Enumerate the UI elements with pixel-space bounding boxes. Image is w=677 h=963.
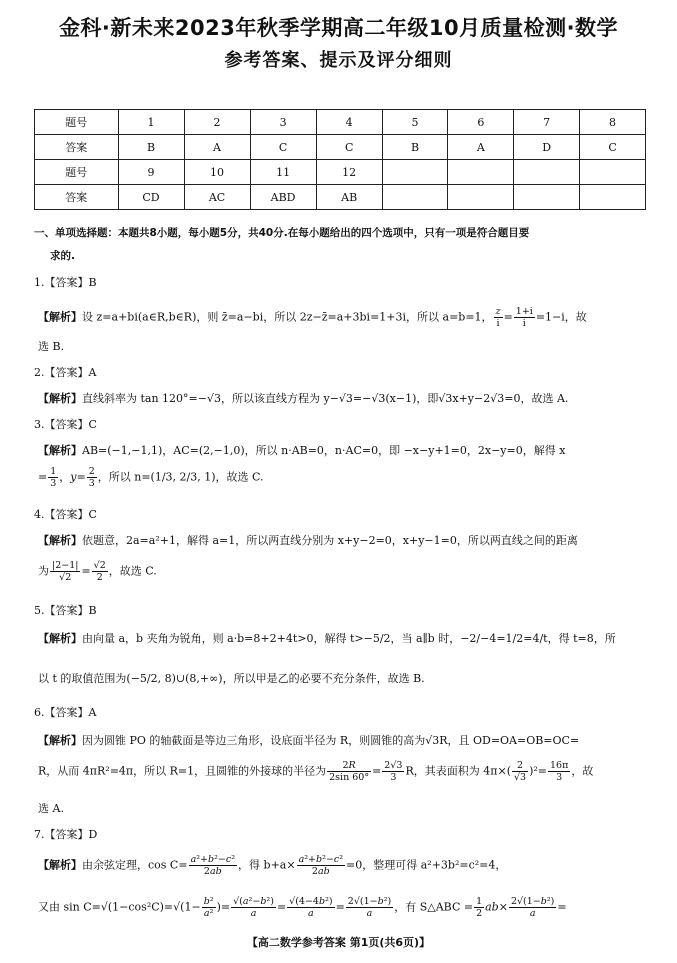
- table-cell: [382, 185, 448, 210]
- fraction: [287, 896, 334, 919]
- row-label: 答案: [35, 185, 119, 210]
- numerator: 2√(1−b²): [347, 896, 392, 907]
- table-row: [35, 185, 646, 210]
- table-cell: 1: [118, 110, 184, 135]
- q7-cont: 又由 sin C=√(1−cos²C)=√(1− $\frac{\text{b²}}{\text{a²}}$ )= $\frac{\text{√(a²−b²)}}{a}$ = $\frac{\text{√(4−4b²)}}{a}$ = $\frac{\text{2√(1−b²)}}{a}$ ，有 S△ABC = $\frac{1}{2}$ ab× $\frac{\text{2√(1−b²)}}{a}$ =: [38, 896, 567, 919]
- table-cell: [514, 185, 580, 210]
- fraction: [48, 466, 58, 489]
- page-title: 金科·新未来2023年秋季学期高二年级10月质量检测·数学: [58, 16, 619, 40]
- table-cell: 12: [316, 160, 382, 185]
- q5-answer: 5.【答案】B: [34, 604, 97, 617]
- q1-text-2: =1−i，故: [535, 310, 587, 324]
- table-cell: CD: [118, 185, 184, 210]
- numerator: a²+b²−c²: [298, 854, 344, 865]
- analysis-label: 【解析】: [38, 310, 82, 324]
- fraction: [92, 560, 108, 583]
- q6-text-1: 因为圆锥 PO 的轴截面是等边三角形，设底面半径为 R，则圆锥的高为√3R，且 OD=OA=OB=OC=: [82, 734, 580, 747]
- fraction: [231, 896, 276, 919]
- denominator: i: [496, 318, 500, 329]
- denominator: a: [366, 908, 373, 919]
- q1-answer: 1.【答案】B: [34, 276, 97, 289]
- numerator: 1+i: [515, 306, 533, 317]
- table-cell: AC: [184, 185, 250, 210]
- table-cell: C: [580, 135, 646, 160]
- q7-text-4: 又由 sin C=√(1−cos²C)=: [38, 900, 174, 914]
- table-cell: [448, 160, 514, 185]
- q4-cont: 为 $\frac{|2-1|}{√2}$ = $\frac{√2}{2}$ ，故选 C.: [38, 560, 157, 583]
- answer-table: [34, 109, 646, 210]
- table-cell: [448, 185, 514, 210]
- denominator: 2sin 60°: [329, 772, 370, 783]
- numerator: 16π: [550, 760, 569, 771]
- q7-text-3: =0，整理可得 a²+3b²=c²=4，: [346, 858, 507, 872]
- table-cell: 4: [316, 110, 382, 135]
- fraction: [50, 560, 80, 583]
- q3-cont: = $\frac{1}{3}$ ，y= $\frac{2}{3}$ ，所以 n=(1/3, 2/3, 1)，故选 C.: [38, 466, 264, 489]
- q6-text-4: ，故: [571, 764, 594, 778]
- q1-text-1: 设 z=a+bi(a∈R,b∈R)，则 z̄=a−bi，所以 2z−z̄=a+3bi=1+3i，所以 a=b=1，: [82, 310, 493, 324]
- analysis-label: 【解析】: [38, 734, 82, 747]
- table-row: [35, 135, 646, 160]
- denominator: 3: [390, 772, 397, 783]
- fraction: [87, 466, 97, 489]
- denominator: a: [308, 908, 314, 919]
- numerator: √2: [93, 560, 106, 571]
- q6-analysis: [38, 732, 654, 748]
- numerator: √(4−4b²): [289, 896, 333, 907]
- q1-analysis: 【解析】设 z=a+bi(a∈R,b∈R)，则 z̄=a−bi，所以 2z−z̄=a+3bi=1+3i，所以 a=b=1， $\frac{z}{i}$ = $\frac{1+i}{i}$ =1−i，故: [38, 306, 587, 329]
- table-cell: 8: [580, 110, 646, 135]
- numerator: |2−1|: [52, 560, 79, 571]
- numerator: 1: [476, 896, 483, 907]
- table-row: [35, 160, 646, 185]
- q1-text-3: 选 B.: [38, 340, 65, 353]
- q2-text-1: 直线斜率为 tan 120°=−√3，所以该直线方程为 y−√3=−√3(x−1)，即√3x+y−2√3=0，故选 A.: [82, 392, 569, 405]
- q5-text-1: 由向量 a，b 夹角为锐角，则 a·b=8+2+4t>0，解得 t>−5/2，当 a∥b 时，−2/−4=1/2=4/t，得 t=8，所: [82, 632, 616, 645]
- table-cell: B: [118, 135, 184, 160]
- analysis-label: 【解析】: [38, 444, 82, 457]
- table-cell: 2: [184, 110, 250, 135]
- fraction: [514, 306, 535, 329]
- analysis-label: 【解析】: [38, 534, 82, 547]
- q6-answer: 6.【答案】A: [34, 706, 97, 719]
- table-cell: D: [514, 135, 580, 160]
- q7-answer: 7.【答案】D: [34, 828, 98, 841]
- denominator: 2: [96, 572, 103, 583]
- denominator: a: [250, 908, 257, 919]
- numerator: a²+b²−c²: [190, 854, 236, 865]
- numerator: b²: [203, 896, 214, 907]
- table-cell: 6: [448, 110, 514, 135]
- analysis-label: 【解析】: [38, 858, 82, 872]
- fraction: [474, 896, 484, 919]
- fraction: [548, 760, 570, 783]
- q3-analysis: [38, 442, 654, 458]
- denominator: a²: [203, 908, 214, 919]
- analysis-label: 【解析】: [38, 632, 82, 645]
- q5-analysis: [38, 630, 654, 646]
- q4-text-2: 为: [38, 564, 49, 578]
- table-cell: [580, 185, 646, 210]
- section-heading: 一、单项选择题：本题共8小题，每小题5分，共40分.在每小题给出的四个选项中，只有一项是符合题目要: [34, 227, 530, 239]
- table-cell: B: [382, 135, 448, 160]
- table-cell: [580, 160, 646, 185]
- table-cell: AB: [316, 185, 382, 210]
- numerator: 1: [50, 466, 57, 477]
- row-label: 答案: [35, 135, 119, 160]
- q6-text-2: R，从而 4πR²=4π，所以 R=1，且圆锥的外接球的半径为: [38, 764, 327, 778]
- page-footer: 【高二数学参考答案 第1页(共6页)】: [246, 936, 431, 949]
- q7-analysis: [38, 854, 654, 877]
- table-cell: [382, 160, 448, 185]
- denominator: √2: [59, 572, 72, 583]
- q6-cont: R，从而 4πR²=4π，所以 R=1，且圆锥的外接球的半径为 $\frac{2R}{2\sin 60^\circ}$ = $\frac{2√3}{3}$ R，其表面积为 4π×( $\frac{2}{√3}$ )²= $\frac{16\pi}{3}$ ，故: [38, 760, 594, 783]
- q7-text-5: ，有 S△ABC =: [394, 900, 474, 914]
- denominator: √3: [513, 772, 527, 783]
- table-cell: 11: [250, 160, 316, 185]
- denominator: i: [522, 318, 526, 329]
- q4-text-3: ，故选 C.: [108, 564, 157, 578]
- table-cell: [514, 160, 580, 185]
- fraction: [297, 854, 345, 877]
- table-cell: C: [250, 135, 316, 160]
- table-cell: A: [448, 135, 514, 160]
- denominator: 2ab: [203, 866, 222, 877]
- denominator: 3: [88, 478, 95, 489]
- q6-text-5: 选 A.: [38, 802, 64, 815]
- fraction: [202, 896, 216, 919]
- row-label: 题号: [35, 160, 119, 185]
- fraction: [346, 896, 393, 919]
- q5-text-2: 以 t 的取值范围为(−5/2, 8)∪(8,+∞)，所以甲是乙的必要不充分条件，故选 B.: [38, 672, 425, 685]
- fraction: [509, 896, 556, 919]
- numerator: 2: [88, 466, 95, 477]
- table-cell: 9: [118, 160, 184, 185]
- q3-text-1: AB=(−1,−1,1)，AC=(2,−1,0)，所以 n·AB=0，n·AC=0，即 −x−y+1=0，2x−y=0，解得 x: [82, 444, 566, 457]
- q2-analysis: [38, 390, 654, 406]
- denominator: a: [529, 908, 536, 919]
- numerator: √(a²−b²): [233, 896, 274, 907]
- table-cell: 3: [250, 110, 316, 135]
- denominator: 3: [556, 772, 563, 783]
- denominator: 3: [50, 478, 57, 489]
- q2-answer: 2.【答案】A: [34, 366, 97, 379]
- denominator: 2ab: [311, 866, 330, 877]
- fraction: [494, 306, 503, 329]
- fraction: [327, 760, 371, 783]
- table-cell: 10: [184, 160, 250, 185]
- fraction: [189, 854, 237, 877]
- table-cell: ABD: [250, 185, 316, 210]
- numerator: 2: [512, 760, 528, 772]
- fraction: [512, 760, 528, 783]
- q4-analysis: [38, 532, 654, 548]
- page-subtitle: 参考答案、提示及评分细则: [224, 50, 453, 71]
- q4-answer: 4.【答案】C: [34, 508, 97, 521]
- numerator: 2√3: [384, 760, 403, 771]
- q6-text-3: R，其表面积为 4π×: [405, 764, 507, 778]
- q3-text-2: ，所以 n=(1/3, 2/3, 1)，故选 C.: [97, 470, 264, 484]
- q4-text-1: 依题意，2a=a²+1，解得 a=1，所以两直线分别为 x+y−2=0，x+y−1=0，所以两直线之间的距离: [82, 534, 578, 547]
- numerator: 2R: [327, 760, 371, 772]
- denominator: 2: [476, 908, 483, 919]
- q7-text-2: ，得 b+a×: [238, 858, 296, 872]
- table-cell: C: [316, 135, 382, 160]
- fraction: [382, 760, 404, 783]
- table-row: [35, 110, 646, 135]
- table-cell: A: [184, 135, 250, 160]
- analysis-label: 【解析】: [38, 392, 82, 405]
- section-heading-cont: 求的.: [50, 250, 75, 262]
- row-label: 题号: [35, 110, 119, 135]
- q3-answer: 3.【答案】C: [34, 418, 97, 431]
- table-cell: 5: [382, 110, 448, 135]
- numerator: 2√(1−b²): [510, 896, 555, 907]
- q7-text-1: 由余弦定理，cos C=: [82, 858, 188, 872]
- q7-text-6: =: [557, 900, 567, 914]
- numerator: z: [495, 306, 501, 317]
- table-cell: 7: [514, 110, 580, 135]
